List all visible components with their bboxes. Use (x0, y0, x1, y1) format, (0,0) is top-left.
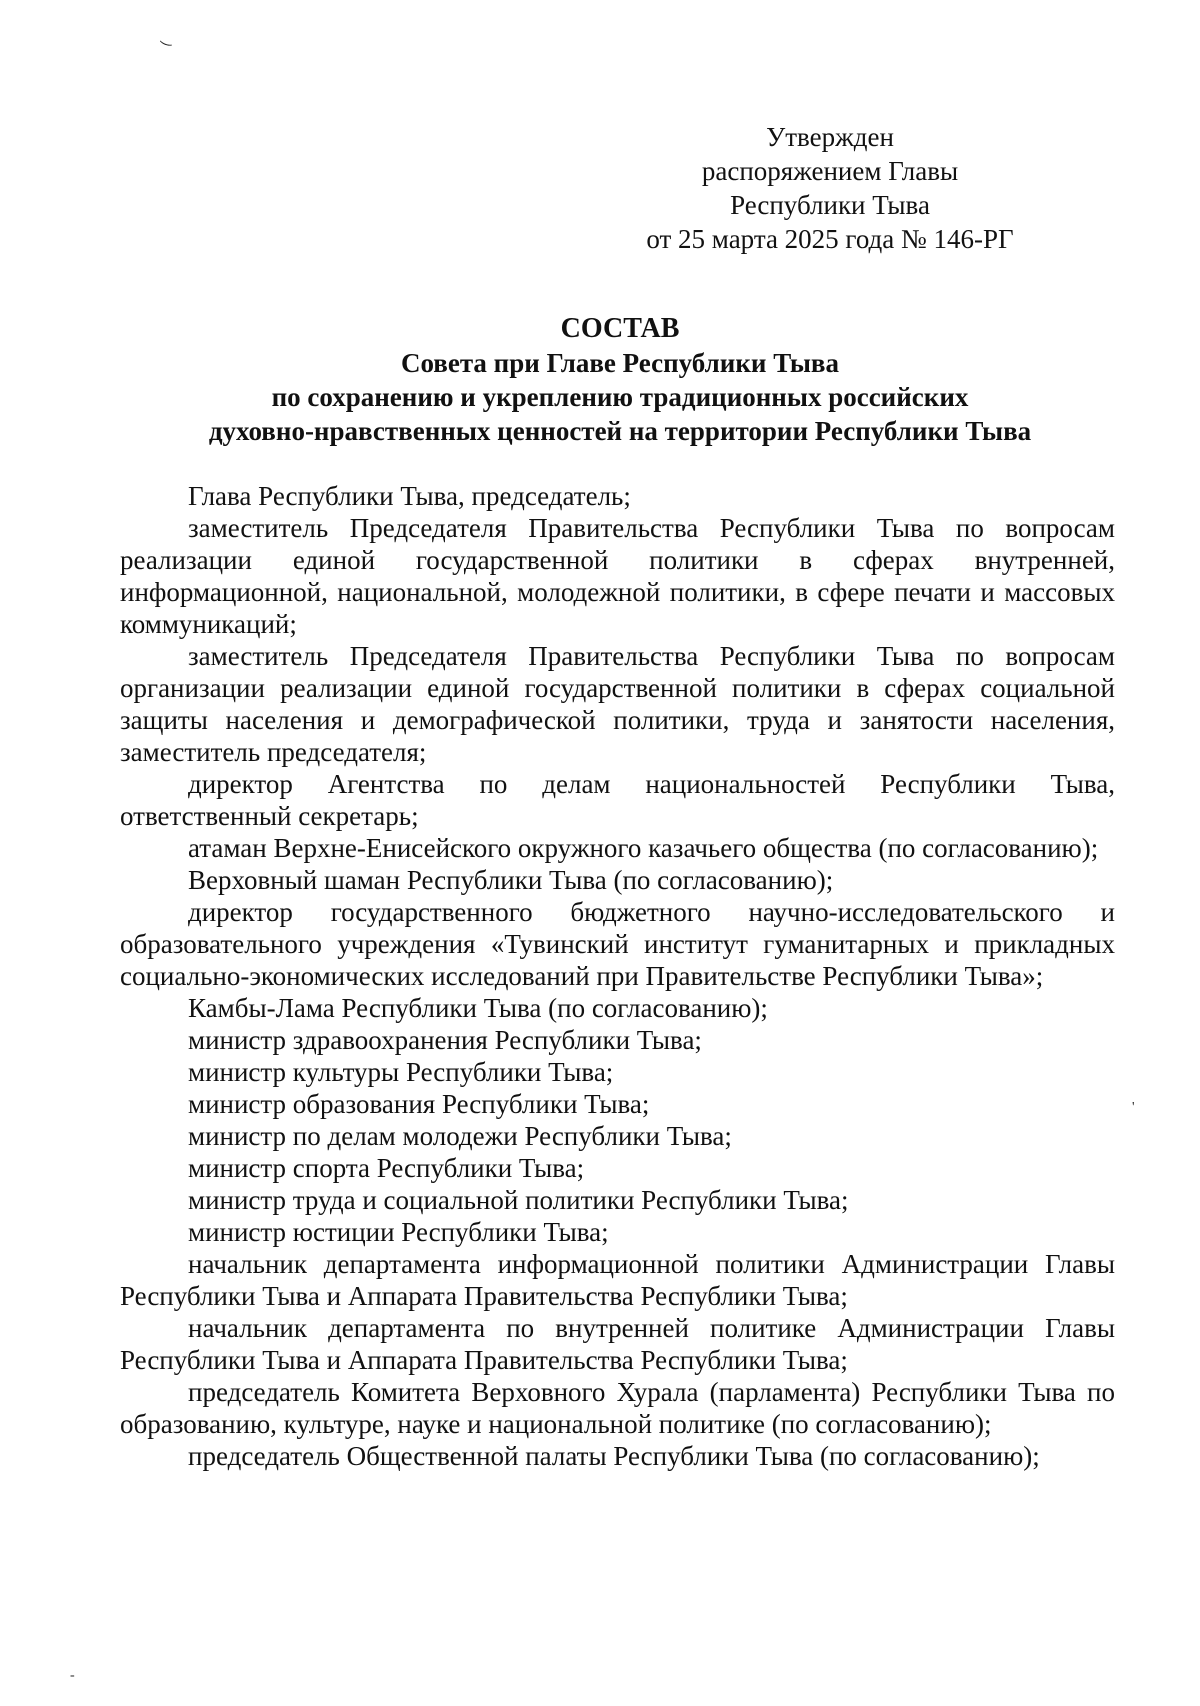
member-item: заместитель Председателя Правительства Республики Тыва по вопросам реализации единой государственной политики в сферах внутренней, информационной, национальной, молодежной политики, в сфере печати и массовых коммуникаций; (120, 513, 1115, 639)
member-item: заместитель Председателя Правительства Республики Тыва по вопросам организации реализации единой государственной политики в сферах социальной защиты населения и демографической политики, труда и занятости населения, заместитель председателя; (120, 641, 1115, 767)
approval-stamp-block (560, 120, 1100, 256)
member-item: министр юстиции Республики Тыва; (188, 1217, 609, 1247)
member-item: директор Агентства по делам национальностей Республики Тыва, ответственный секретарь; (120, 769, 1115, 831)
scan-mark: ' (1132, 1100, 1135, 1115)
title-line-2: Совета при Главе Республики Тыва (400, 348, 840, 378)
member-item: председатель Комитета Верховного Хурала (парламента) Республики Тыва по образованию, культуре, науке и национальной политике (по согласованию); (120, 1377, 1115, 1439)
member-item: министр образования Республики Тыва; (188, 1089, 650, 1119)
member-item: министр здравоохранения Республики Тыва; (188, 1025, 702, 1055)
approval-line-4: от 25 марта 2025 года № 146-РГ (646, 224, 1014, 254)
title-line-4: духовно-нравственных ценностей на территории Республики Тыва (208, 416, 1032, 446)
member-item: начальник департамента по внутренней политике Администрации Главы Республики Тыва и Аппарата Правительства Республики Тыва; (120, 1313, 1115, 1375)
member-item: министр спорта Республики Тыва; (188, 1153, 585, 1183)
document-title (120, 312, 1120, 448)
member-item: Камбы-Лама Республики Тыва (по согласованию); (188, 993, 768, 1023)
member-item: министр по делам молодежи Республики Тыва; (188, 1121, 732, 1151)
member-item: директор государственного бюджетного научно-исследовательского и образовательного учреждения «Тувинский институт гуманитарных и прикладных социально-экономических исследований при Правительстве Республики Тыва»; (120, 897, 1115, 991)
member-item: министр труда и социальной политики Республики Тыва; (188, 1185, 849, 1215)
member-item: атаман Верхне-Енисейского окружного казачьего общества (по согласованию); (188, 833, 1099, 863)
scan-mark: - (70, 1668, 75, 1683)
approval-line-1: Утвержден (766, 122, 894, 152)
title-line-3: по сохранению и укреплению традиционных российских (271, 382, 969, 412)
member-item: министр культуры Республики Тыва; (188, 1057, 614, 1087)
approval-line-3: Республики Тыва (730, 190, 930, 220)
approval-line-2: распоряжением Главы (701, 156, 959, 186)
member-item: начальник департамента информационной политики Администрации Главы Республики Тыва и Аппарата Правительства Республики Тыва; (120, 1249, 1115, 1311)
members-list (120, 480, 1115, 1472)
member-item: Глава Республики Тыва, председатель; (188, 481, 631, 511)
scan-mark: ‿ (159, 29, 176, 48)
member-item: председатель Общественной палаты Республики Тыва (по согласованию); (188, 1441, 1040, 1471)
title-main: СОСТАВ (560, 313, 680, 344)
member-item: Верховный шаман Республики Тыва (по согласованию); (188, 865, 834, 895)
